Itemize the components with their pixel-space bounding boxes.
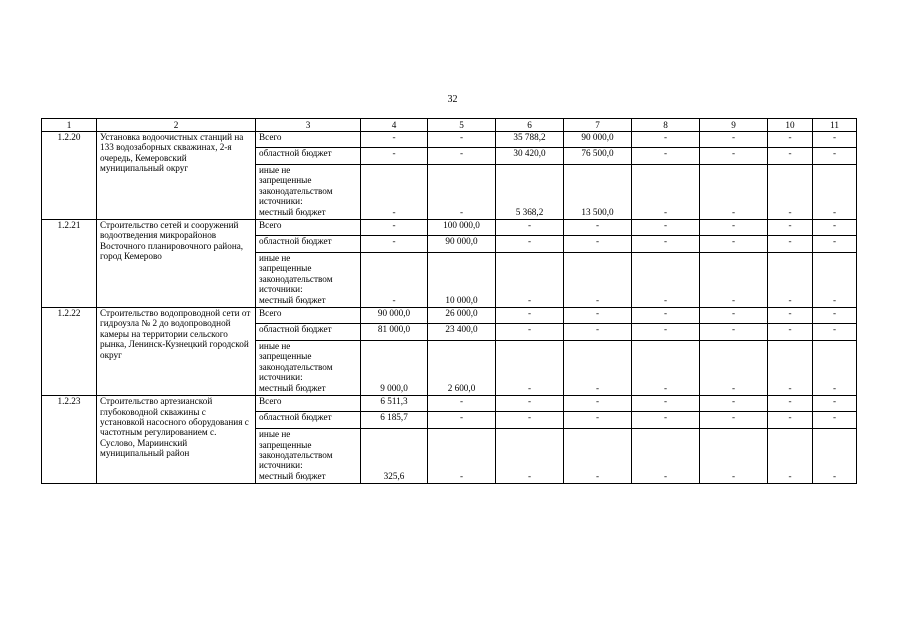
value-cell: - [428, 148, 496, 165]
value-cell: - [361, 148, 428, 165]
column-header: 11 [813, 119, 857, 132]
value-cell: - [700, 308, 768, 324]
value-cell: - [632, 253, 700, 308]
value-cell: - [768, 132, 813, 148]
column-header: 2 [97, 119, 256, 132]
value-cell: - [768, 165, 813, 220]
value-cell: - [632, 396, 700, 412]
column-header: 5 [428, 119, 496, 132]
column-header: 3 [256, 119, 361, 132]
funding-source-line: местный бюджет [259, 294, 326, 305]
funding-source-line: законодательством [259, 361, 333, 372]
value-cell: - [496, 429, 564, 484]
value-cell: - [768, 220, 813, 236]
value-cell: - [564, 236, 632, 253]
value-cell: - [700, 253, 768, 308]
value-cell: - [632, 220, 700, 236]
funding-source-line: законодательством [259, 273, 333, 284]
value-cell: 6 185,7 [361, 412, 428, 429]
value-cell: - [632, 132, 700, 148]
value-cell: - [361, 220, 428, 236]
value-cell: - [632, 429, 700, 484]
value-cell: - [813, 308, 857, 324]
value-cell: - [700, 396, 768, 412]
value-cell: 23 400,0 [428, 324, 496, 341]
value-cell: - [632, 341, 700, 396]
row-name: Строительство водопроводной сети от гидроузла № 2 до водопроводной камеры на территории сельского рынка, Ленинск-Кузнецкий городской округ [97, 308, 256, 396]
value-cell: - [428, 396, 496, 412]
value-cell: 10 000,0 [428, 253, 496, 308]
column-header: 1 [42, 119, 97, 132]
value-cell: - [768, 308, 813, 324]
funding-source-line: иные не [259, 341, 291, 352]
funding-source: Всего [256, 396, 361, 412]
column-header: 9 [700, 119, 768, 132]
column-header: 6 [496, 119, 564, 132]
value-cell: - [428, 412, 496, 429]
funding-source [256, 341, 361, 396]
row-name: Строительство сетей и сооружений водоотведения микрорайонов Восточного планировочного района, город Кемерово [97, 220, 256, 308]
value-cell: - [768, 341, 813, 396]
funding-source-line: иные не [259, 253, 291, 264]
value-cell: 26 000,0 [428, 308, 496, 324]
value-cell: - [768, 253, 813, 308]
header-row [42, 119, 857, 132]
funding-source-line: запрещенные [259, 263, 312, 274]
funding-source-line: иные не [259, 165, 291, 175]
row-code: 1.2.23 [42, 396, 97, 484]
value-cell: - [632, 148, 700, 165]
value-cell: 90 000,0 [428, 236, 496, 253]
column-header: 4 [361, 119, 428, 132]
value-cell: - [768, 396, 813, 412]
value-cell: - [700, 412, 768, 429]
value-cell: 90 000,0 [564, 132, 632, 148]
value-cell: - [496, 236, 564, 253]
funding-source: областной бюджет [256, 236, 361, 253]
value-cell: - [813, 253, 857, 308]
value-cell: - [700, 220, 768, 236]
funding-source-line: законодательством [259, 185, 333, 196]
value-cell: - [700, 165, 768, 220]
funding-source: областной бюджет [256, 412, 361, 429]
funding-source-line: запрещенные [259, 439, 312, 450]
row-code: 1.2.22 [42, 308, 97, 396]
value-cell: - [768, 324, 813, 341]
value-cell: 90 000,0 [361, 308, 428, 324]
value-cell: - [632, 324, 700, 341]
value-cell: - [428, 165, 496, 220]
page-number: 32 [447, 94, 458, 105]
value-cell: - [813, 148, 857, 165]
funding-source-line: иные не [259, 429, 291, 440]
value-cell: - [813, 396, 857, 412]
funding-source-line: местный бюджет [259, 382, 326, 393]
value-cell: - [813, 341, 857, 396]
funding-source: областной бюджет [256, 148, 361, 165]
value-cell: - [813, 236, 857, 253]
value-cell: 35 788,2 [496, 132, 564, 148]
value-cell: - [361, 132, 428, 148]
value-cell: - [496, 412, 564, 429]
value-cell: - [768, 148, 813, 165]
value-cell: 13 500,0 [564, 165, 632, 220]
value-cell: - [496, 220, 564, 236]
value-cell: 2 600,0 [428, 341, 496, 396]
funding-source: Всего [256, 308, 361, 324]
funding-source-line: источники: [259, 284, 303, 295]
funding-source-line: запрещенные [259, 351, 312, 362]
funding-source-line: местный бюджет [259, 470, 326, 481]
value-cell: - [564, 396, 632, 412]
table-row [42, 308, 857, 324]
value-cell: - [632, 412, 700, 429]
value-cell: - [564, 341, 632, 396]
value-cell: 6 511,3 [361, 396, 428, 412]
value-cell: - [496, 324, 564, 341]
value-cell: - [564, 324, 632, 341]
budget-table [41, 118, 857, 484]
value-cell: - [632, 308, 700, 324]
row-code: 1.2.21 [42, 220, 97, 308]
value-cell: - [768, 412, 813, 429]
funding-source [256, 429, 361, 484]
value-cell: - [700, 429, 768, 484]
value-cell: - [813, 165, 857, 220]
value-cell: - [564, 220, 632, 236]
value-cell: - [700, 236, 768, 253]
value-cell: 100 000,0 [428, 220, 496, 236]
column-header: 8 [632, 119, 700, 132]
column-header: 10 [768, 119, 813, 132]
value-cell: - [361, 236, 428, 253]
value-cell: 9 000,0 [361, 341, 428, 396]
funding-source: областной бюджет [256, 324, 361, 341]
value-cell: 30 420,0 [496, 148, 564, 165]
column-header: 7 [564, 119, 632, 132]
value-cell: - [361, 253, 428, 308]
funding-source-line: местный бюджет [259, 206, 326, 217]
value-cell: - [496, 341, 564, 396]
value-cell: - [700, 324, 768, 341]
value-cell: - [564, 412, 632, 429]
value-cell: - [496, 308, 564, 324]
value-cell: - [496, 253, 564, 308]
funding-source [256, 165, 361, 220]
value-cell: - [768, 429, 813, 484]
value-cell: - [700, 148, 768, 165]
value-cell: - [813, 324, 857, 341]
value-cell: - [428, 132, 496, 148]
value-cell: - [813, 220, 857, 236]
funding-source-line: законодательством [259, 449, 333, 460]
value-cell: 76 500,0 [564, 148, 632, 165]
value-cell: - [564, 429, 632, 484]
row-name: Строительство артезианской глубоководной скважины с установкой насосного оборудования с частотным регулированием с. Суслово, Мариинский муниципальный район [97, 396, 256, 484]
funding-source-line: источники: [259, 460, 303, 471]
row-name: Установка водоочистных станций на 133 водозаборных скважинах, 2-я очередь, Кемеровский муниципальный округ [97, 132, 256, 220]
funding-source-line: источники: [259, 196, 303, 207]
funding-source-line: источники: [259, 372, 303, 383]
value-cell: - [496, 396, 564, 412]
value-cell: - [632, 165, 700, 220]
funding-source-line: запрещенные [259, 175, 312, 186]
table-row [42, 396, 857, 412]
row-code: 1.2.20 [42, 132, 97, 220]
value-cell: - [564, 253, 632, 308]
value-cell: - [813, 132, 857, 148]
value-cell: - [768, 236, 813, 253]
value-cell: - [428, 429, 496, 484]
funding-source [256, 253, 361, 308]
value-cell: 5 368,2 [496, 165, 564, 220]
value-cell: - [813, 429, 857, 484]
funding-source: Всего [256, 220, 361, 236]
funding-source: Всего [256, 132, 361, 148]
value-cell: - [564, 308, 632, 324]
value-cell: - [700, 132, 768, 148]
value-cell: - [632, 236, 700, 253]
value-cell: - [700, 341, 768, 396]
value-cell: - [813, 412, 857, 429]
value-cell: - [361, 165, 428, 220]
table-row [42, 132, 857, 148]
table-row [42, 220, 857, 236]
value-cell: 81 000,0 [361, 324, 428, 341]
value-cell: 325,6 [361, 429, 428, 484]
